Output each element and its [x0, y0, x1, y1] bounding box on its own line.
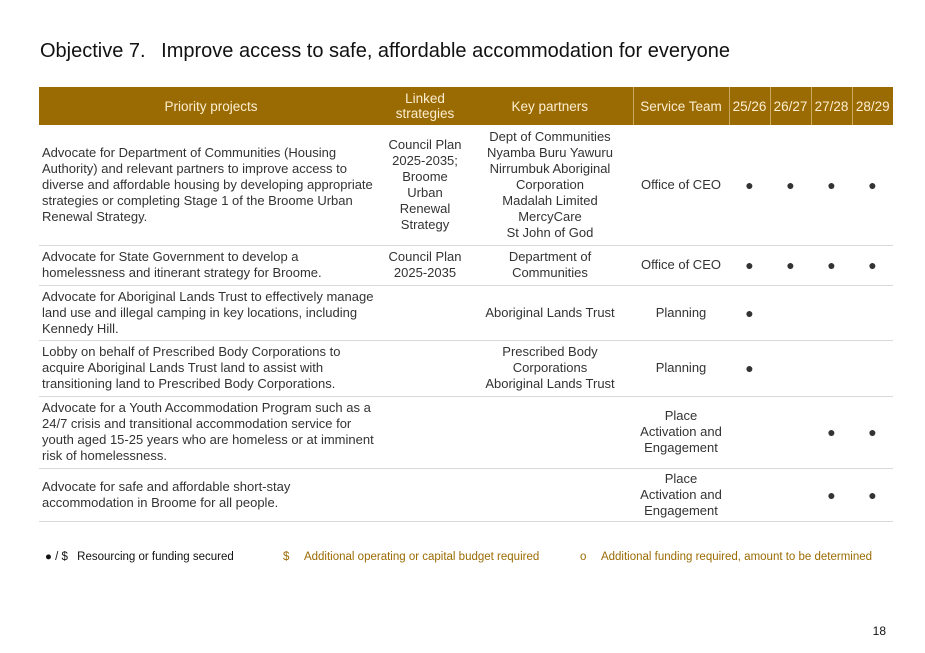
linked-line: Urban: [407, 184, 443, 200]
partners-line: Communities: [512, 265, 588, 280]
partners-line: Aboriginal Lands Trust: [485, 304, 615, 320]
partners-line: Corporations: [512, 360, 588, 375]
partners-line: Madalah Limited: [502, 192, 598, 208]
team-line: Office of CEO: [641, 176, 721, 192]
partners-line: St John of God: [506, 224, 594, 240]
linked-line: 2025-2035;: [392, 152, 458, 168]
legend-secured: [45, 551, 234, 563]
priority-project-text: Advocate for Aboriginal Lands Trust to effectively manage land use and illegal camping in key locations, including Kennedy Hill.: [42, 288, 374, 336]
objective-number: Objective 7.: [40, 40, 146, 62]
funding-marker-y4: ●: [852, 396, 893, 468]
priority-project-cell: [39, 285, 383, 340]
funding-marker-y3: ●: [811, 396, 852, 468]
funding-marker-y4: [852, 340, 893, 396]
funding-marker-y1: ●: [729, 340, 770, 396]
funding-marker-y4: [852, 285, 893, 340]
partners-line: Corporation: [516, 176, 584, 192]
priority-projects-table: [39, 87, 893, 522]
partners-line: Prescribed Body: [502, 344, 598, 359]
service-team-cell: [633, 396, 729, 468]
team-line: Office of CEO: [641, 257, 721, 272]
team-line: Place: [664, 470, 698, 486]
funding-marker-y3: [811, 285, 852, 340]
funding-marker-y4: ●: [852, 245, 893, 285]
linked-strategies-cell: [383, 396, 467, 468]
partners-line: Nyamba Buru Yawuru: [487, 144, 613, 160]
priority-project-text: Advocate for a Youth Accommodation Program such as a 24/7 crisis and transitional accommodation service for youth aged 15-25 years who are homeless or at imminent risk of homelessness.: [42, 400, 374, 463]
legend-funding-tbd: [580, 551, 872, 563]
team-line: Engagement: [644, 502, 718, 518]
partners-line: Department of: [508, 249, 592, 264]
header-year-27-28: 27/28: [811, 87, 852, 125]
priority-project-cell: [39, 340, 383, 396]
linked-strategies-cell: [383, 340, 467, 396]
partners-line: Nirrumbuk Aboriginal: [489, 160, 611, 176]
priority-project-text: Advocate for safe and affordable short-stay accommodation in Broome for all people.: [42, 478, 291, 510]
service-team-cell: [633, 340, 729, 396]
key-partners-cell: [467, 468, 633, 521]
funding-marker-y2: ●: [770, 245, 811, 285]
header-year-28-29: 28/29: [852, 87, 893, 125]
priority-project-text: Advocate for Department of Communities (Housing Authority) and relevant partners to improve access to diverse and affordable housing by developing appropriate strategies or completing Stage 1 of the Broome Urban Renewal Strategy.: [42, 144, 373, 224]
linked-line: Renewal: [399, 200, 451, 216]
linked-line: Strategy: [400, 216, 450, 232]
funding-marker-y2: [770, 468, 811, 521]
table-row: [39, 245, 893, 285]
partners-line: Aboriginal Lands Trust: [485, 376, 615, 391]
funding-marker-y3: ●: [811, 245, 852, 285]
funding-marker-y3: [811, 340, 852, 396]
partners-line: Dept of Communities: [489, 128, 611, 144]
header-year-25-26: 25/26: [729, 87, 770, 125]
service-team-cell: [633, 468, 729, 521]
table-row: [39, 340, 893, 396]
legend-tbd-symbol: o: [580, 551, 587, 563]
key-partners-cell: [467, 125, 633, 245]
funding-marker-y3: ●: [811, 468, 852, 521]
priority-project-cell: [39, 125, 383, 245]
service-team-cell: [633, 245, 729, 285]
team-line: Place: [664, 408, 698, 423]
service-team-cell: [633, 285, 729, 340]
linked-strategies-cell: [383, 125, 467, 245]
header-year-26-27: 26/27: [770, 87, 811, 125]
legend-additional-symbol: $: [283, 551, 290, 563]
funding-marker-y4: ●: [852, 125, 893, 245]
key-partners-cell: [467, 285, 633, 340]
objective-text: Improve access to safe, affordable accommodation for everyone: [161, 40, 730, 62]
legend-secured-symbol: ● / $: [45, 551, 68, 563]
linked-line: 2025-2035: [393, 265, 457, 280]
team-line: Planning: [655, 304, 707, 320]
table-header-row: [39, 87, 893, 125]
header-service-team: Service Team: [633, 87, 729, 125]
priority-project-cell: [39, 245, 383, 285]
header-priority-projects: Priority projects: [39, 87, 383, 125]
header-linked-strategies: Linked strategies: [383, 87, 467, 125]
funding-marker-y1: [729, 468, 770, 521]
legend-tbd-text: Additional funding required, amount to be determined: [600, 551, 873, 563]
team-line: Engagement: [644, 440, 718, 455]
funding-marker-y1: ●: [729, 245, 770, 285]
priority-project-cell: [39, 396, 383, 468]
legend-additional-text: Additional operating or capital budget required: [303, 551, 540, 563]
header-key-partners: Key partners: [467, 87, 633, 125]
key-partners-cell: [467, 396, 633, 468]
team-line: Planning: [655, 360, 707, 375]
funding-marker-y2: ●: [770, 125, 811, 245]
key-partners-cell: [467, 245, 633, 285]
linked-line: Broome: [402, 168, 448, 184]
page-title: [40, 40, 730, 63]
funding-marker-y1: [729, 396, 770, 468]
table-row: [39, 285, 893, 340]
funding-marker-y2: [770, 396, 811, 468]
priority-project-text: Lobby on behalf of Prescribed Body Corporations to acquire Aboriginal Lands Trust land to assist with transitioning land to Prescribed Body Corporations.: [42, 344, 341, 391]
priority-project-text: Advocate for State Government to develop a homelessness and itinerant strategy for Broome.: [42, 249, 322, 280]
linked-line: Council Plan: [388, 249, 462, 264]
funding-marker-y4: ●: [852, 468, 893, 521]
priority-project-cell: [39, 468, 383, 521]
legend-additional-budget: [283, 551, 539, 563]
key-partners-cell: [467, 340, 633, 396]
service-team-cell: [633, 125, 729, 245]
table-row: [39, 125, 893, 245]
funding-marker-y1: ●: [729, 125, 770, 245]
team-line: Activation and: [640, 486, 722, 502]
funding-marker-y2: [770, 285, 811, 340]
funding-marker-y3: ●: [811, 125, 852, 245]
partners-line: MercyCare: [518, 208, 582, 224]
linked-strategies-cell: [383, 245, 467, 285]
team-line: Activation and: [640, 424, 722, 439]
funding-marker-y1: ●: [729, 285, 770, 340]
page-number: 18: [872, 624, 886, 638]
linked-line: Council Plan: [388, 136, 462, 152]
legend-secured-text: Resourcing or funding secured: [77, 551, 234, 563]
table-row: [39, 468, 893, 521]
funding-marker-y2: [770, 340, 811, 396]
linked-strategies-cell: [383, 285, 467, 340]
linked-strategies-cell: [383, 468, 467, 521]
table-row: [39, 396, 893, 468]
